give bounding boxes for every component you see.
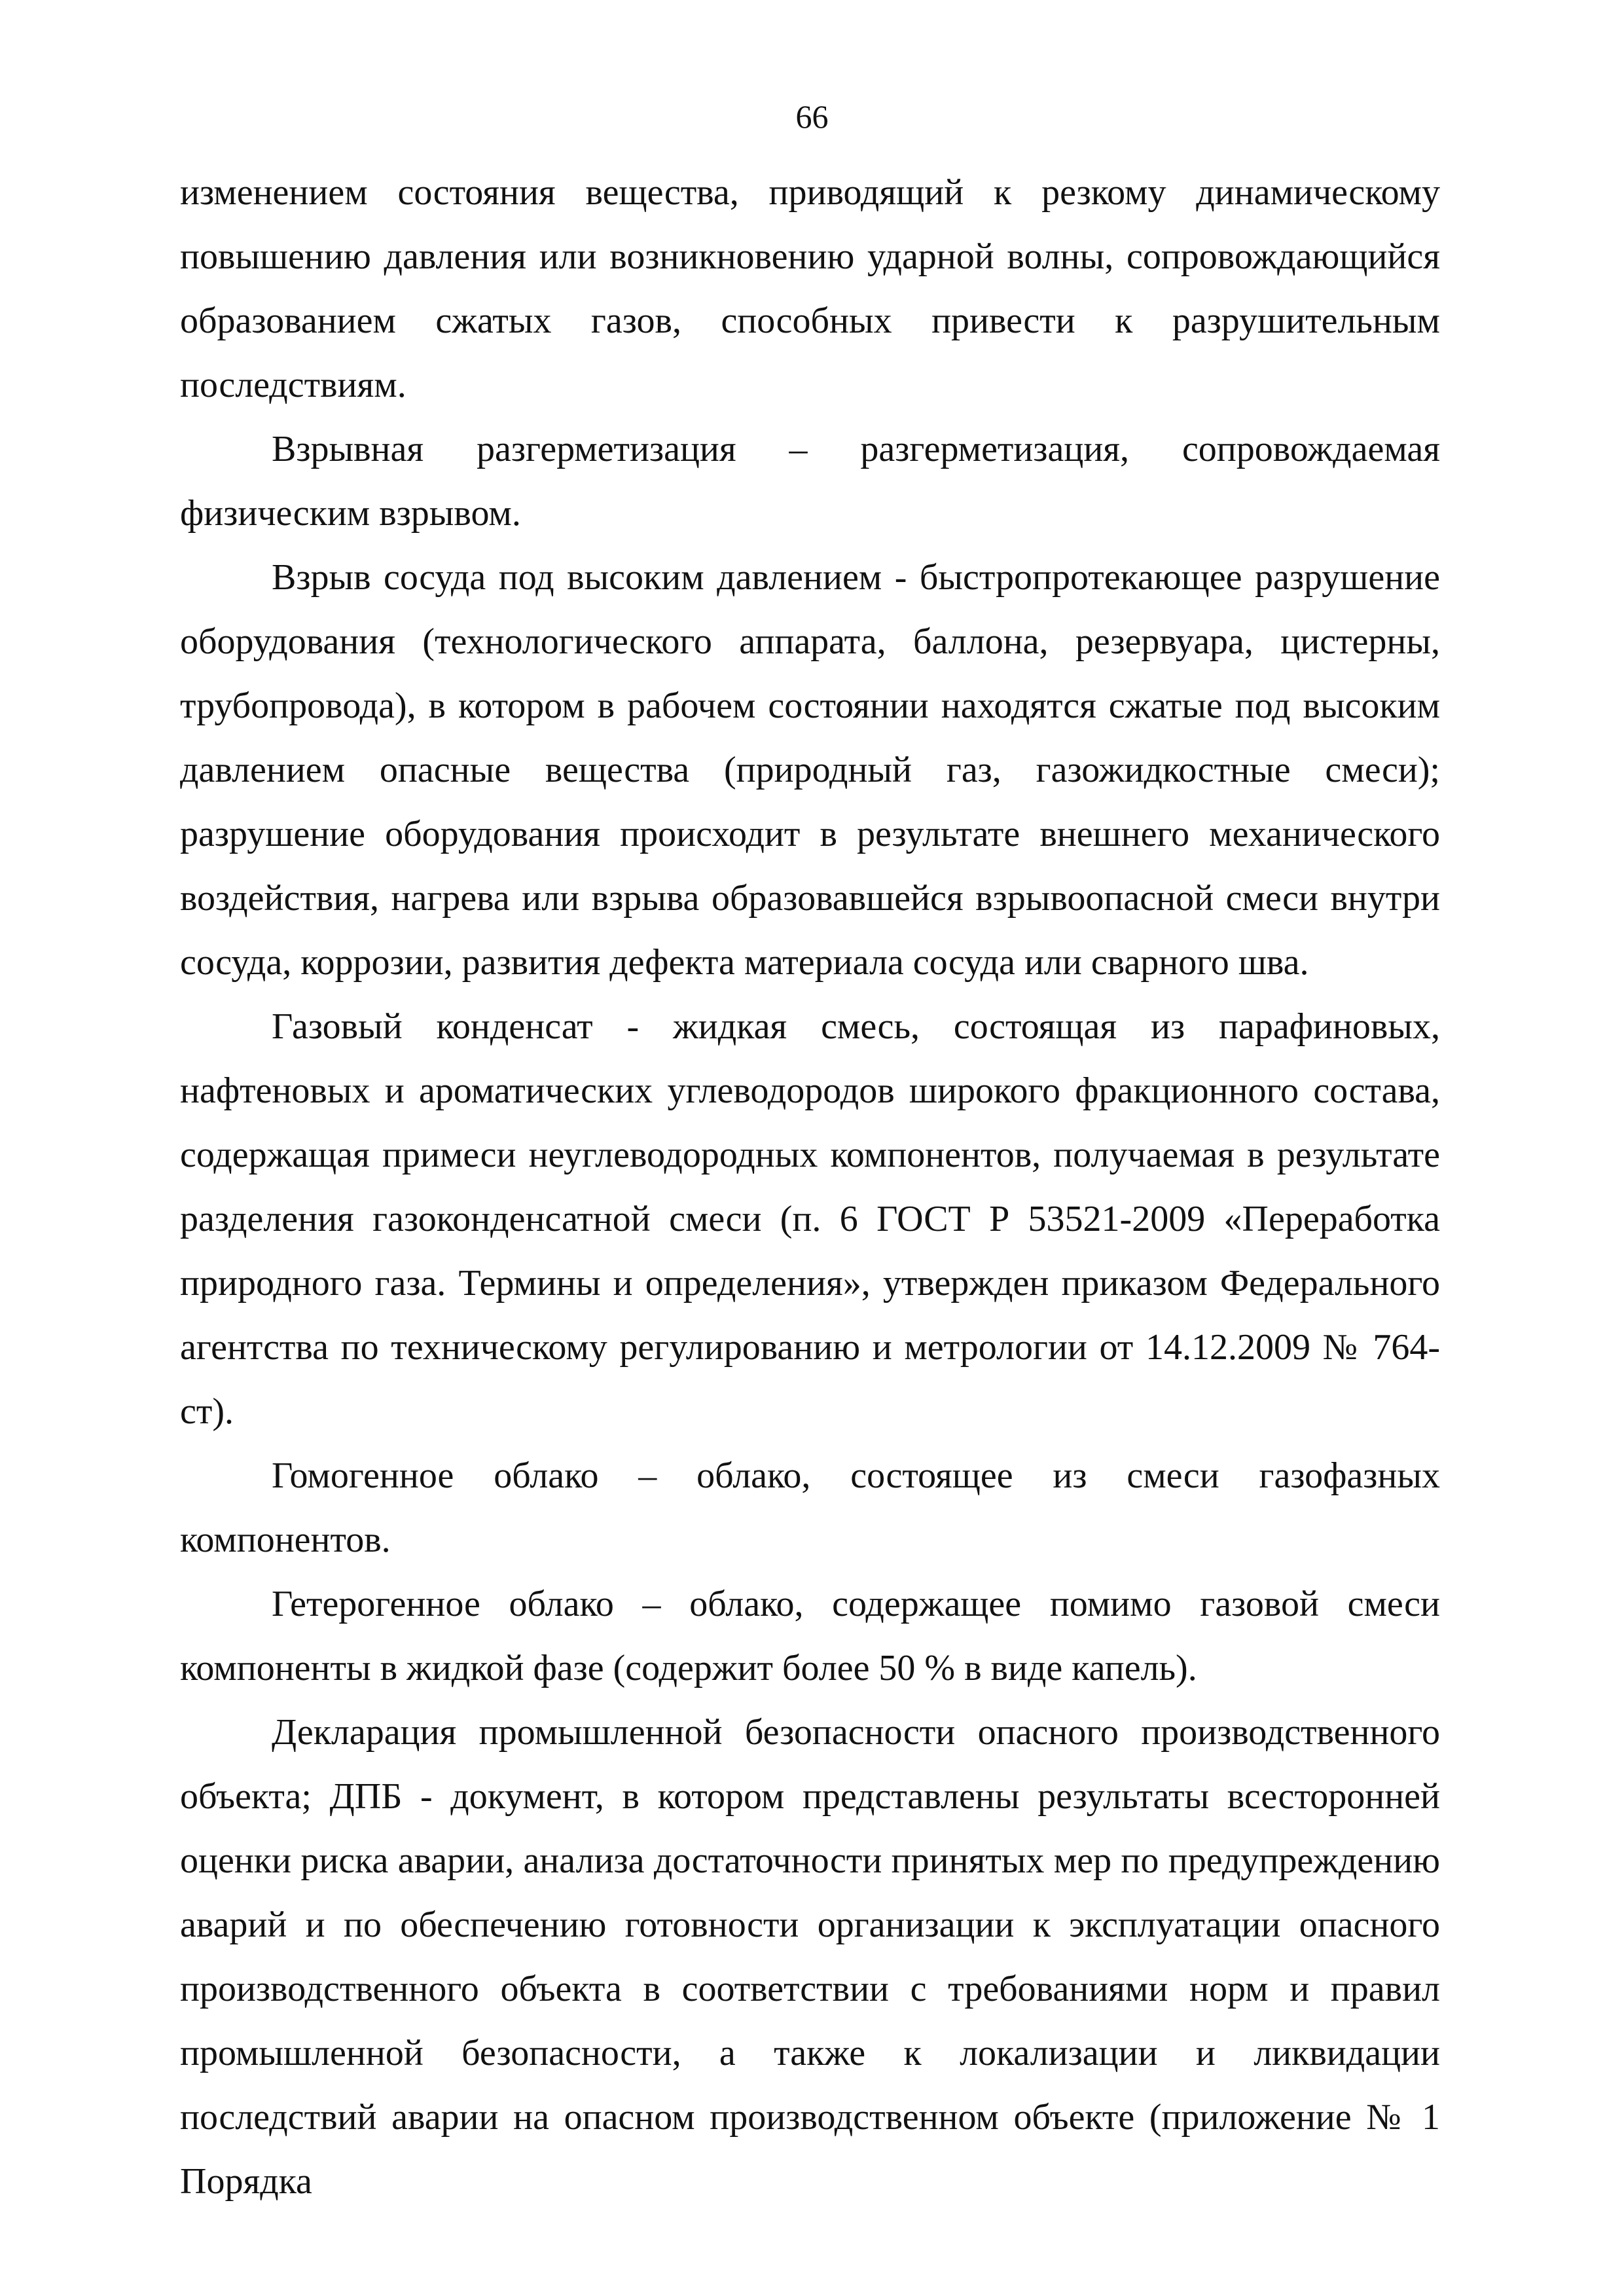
paragraph-gas-condensate: Газовый конденсат - жидкая смесь, состоящая из парафиновых, нафтеновых и ароматических углеводородов широкого фракционного состава, содержащая примеси неуглеводородных компонентов, получаемая в результате разделения газоконденсатной смеси (п. 6 ГОСТ Р 53521-2009 «Переработка природного газа. Термины и определения», утвержден приказом Федерального агентства по техническому регулированию и метрологии от 14.12.2009 № 764-ст). [180, 1006, 1440, 1432]
page-number: 66 [795, 98, 829, 135]
paragraph-explosive-depressurization: Взрывная разгерметизация – разгерметизация, сопровождаемая физическим взрывом. [180, 429, 1440, 534]
paragraph-safety-declaration: Декларация промышленной безопасности опасного производственного объекта; ДПБ - документ, в котором представлены результаты всесторонней оценки риска аварии, анализа достаточности принятых мер по предупреждению аварий и по обеспечению готовности организации к эксплуатации опасного производственного объекта в соответствии с требованиями норм и правил промышленной безопасности, а также к локализации и ликвидации последствий аварии на опасном производственном объекте (приложение № 1 Порядка [180, 1712, 1440, 2202]
paragraph-homogeneous-cloud: Гомогенное облако – облако, состоящее из смеси газофазных компонентов. [180, 1455, 1440, 1560]
paragraph-heterogeneous-cloud: Гетерогенное облако – облако, содержащее помимо газовой смеси компоненты в жидкой фазе (содержит более 50 % в виде капель). [180, 1584, 1440, 1688]
paragraph-explosion-definition-continued: изменением состояния вещества, приводящий к резкому динамическому повышению давления или возникновению ударной волны, сопровождающийся образованием сжатых газов, способных привести к разрушительным последствиям. [180, 172, 1440, 405]
paragraph-pressure-vessel-explosion: Взрыв сосуда под высоким давлением - быстропротекающее разрушение оборудования (технологического аппарата, баллона, резервуара, цистерны, трубопровода), в котором в рабочем состоянии находятся сжатые под высоким давлением опасные вещества (природный газ, газожидкостные смеси); разрушение оборудования происходит в результате внешнего механического воздействия, нагрева или взрыва образовавшейся взрывоопасной смеси внутри сосуда, коррозии, развития дефекта материала сосуда или сварного шва. [180, 557, 1440, 983]
document-body [180, 160, 1440, 2214]
